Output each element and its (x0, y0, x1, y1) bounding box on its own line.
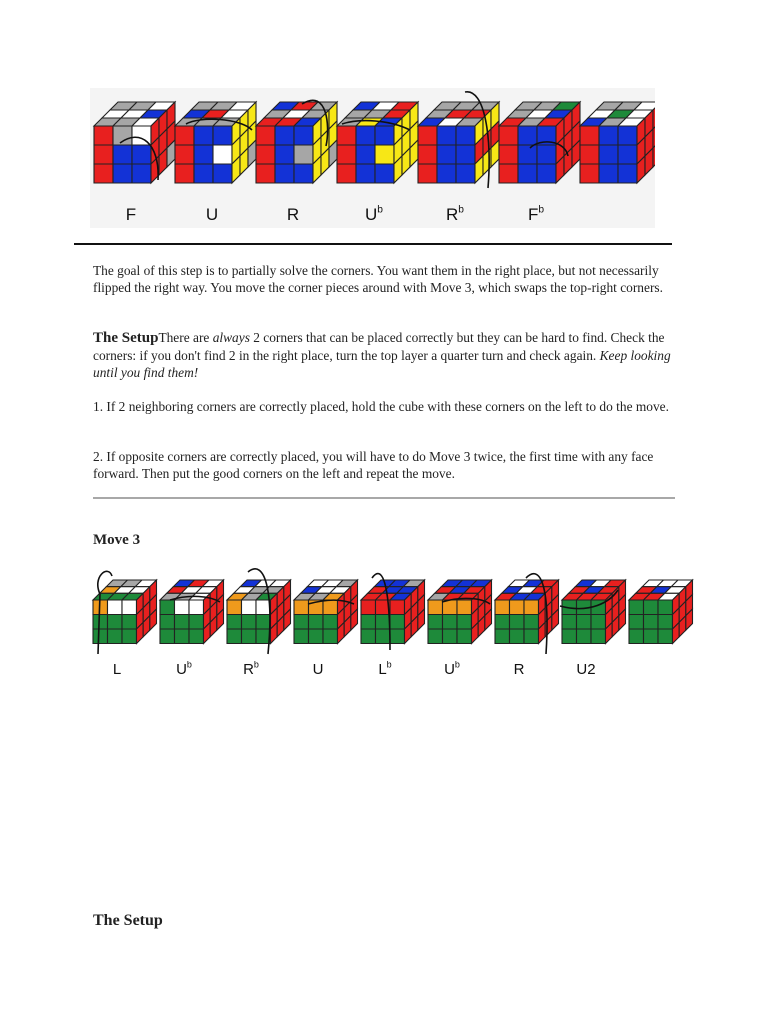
cube-sticker (160, 600, 175, 615)
cube-top-2 (175, 102, 256, 183)
cube-sticker (443, 629, 458, 644)
cube-sticker (189, 600, 204, 615)
cube-sticker (337, 164, 356, 183)
cube-top-5 (418, 102, 499, 183)
cube-sticker (618, 145, 637, 164)
cube-sticker (194, 164, 213, 183)
cube-sticker (644, 615, 659, 630)
move3-title: Move 3 (93, 532, 141, 548)
cube-m3-4 (294, 580, 358, 644)
cube-sticker (194, 126, 213, 145)
cube-sticker (256, 615, 271, 630)
cube-sticker (113, 164, 132, 183)
move-label: R (286, 205, 300, 224)
cube-sticker (658, 615, 673, 630)
cube-sticker (376, 629, 391, 644)
cube-m3-5 (361, 580, 425, 644)
divider-top (74, 243, 672, 245)
cube-sticker (122, 600, 137, 615)
cube-sticker (108, 615, 123, 630)
cube-sticker (323, 615, 338, 630)
setup-text-b: 2 corners that can be placed correctly but they can be hard to find. Check the corners: if you don't find 2 in the right place, turn the top layer a quarter turn and check again. (93, 330, 665, 363)
cube-sticker (227, 629, 242, 644)
cube-sticker (175, 615, 190, 630)
cube-sticker (93, 629, 108, 644)
cube-sticker (658, 629, 673, 644)
cube-sticker (294, 145, 313, 164)
cube-sticker (537, 164, 556, 183)
cube-sticker (227, 600, 242, 615)
cube-sticker (618, 126, 637, 145)
move-label: $U^b$ (176, 659, 192, 678)
move-label: $F^b$ (527, 204, 545, 224)
cube-sticker (437, 145, 456, 164)
setup-text-a: There are (158, 330, 213, 345)
cube-sticker (375, 164, 394, 183)
move-label: R (513, 661, 525, 678)
cube-sticker (323, 629, 338, 644)
cube-sticker (376, 615, 391, 630)
cube-sticker (294, 600, 309, 615)
note-opposite-corners: 2. If opposite corners are correctly placed, you will have to do Move 3 twice, the first time with any face forward. Then put the good corners on the left and repeat the move. (93, 449, 654, 481)
cube-sticker (644, 629, 659, 644)
cube-sticker (510, 629, 525, 644)
cube-sticker (160, 615, 175, 630)
cube-sticker (629, 629, 644, 644)
cube-sticker (510, 600, 525, 615)
cube-sticker (132, 164, 151, 183)
move-label: U (312, 661, 324, 678)
cube-sticker (227, 615, 242, 630)
cube-sticker (122, 629, 137, 644)
cube-sticker (524, 615, 539, 630)
cube-sticker (309, 615, 324, 630)
cube-sticker (618, 164, 637, 183)
cube-sticker (591, 629, 606, 644)
move3-sequence-diagram (90, 562, 695, 682)
cube-top-1 (94, 102, 175, 183)
cube-sticker (577, 615, 592, 630)
cube-sticker (456, 164, 475, 183)
cube-sticker (356, 145, 375, 164)
cube-sticker (323, 600, 338, 615)
cube-sticker (580, 145, 599, 164)
cube-sticker (599, 126, 618, 145)
cube-sticker (256, 164, 275, 183)
cube-sticker (113, 145, 132, 164)
cube-sticker (294, 126, 313, 145)
cube-m3-3 (227, 580, 291, 644)
cube-sticker (629, 615, 644, 630)
cube-sticker (518, 164, 537, 183)
cube-sticker (175, 629, 190, 644)
cube-sticker (122, 615, 137, 630)
cube-sticker (495, 615, 510, 630)
cube-sticker (499, 126, 518, 145)
cube-sticker (524, 600, 539, 615)
cube-m3-9 (629, 580, 693, 644)
cube-sticker (256, 126, 275, 145)
cube-sticker (175, 600, 190, 615)
cube-sticker (375, 126, 394, 145)
cube-sticker (499, 164, 518, 183)
cube-sticker (644, 600, 659, 615)
cube-sticker (175, 164, 194, 183)
cube-sticker (499, 145, 518, 164)
cube-m3-8 (562, 580, 626, 644)
cube-sticker (356, 126, 375, 145)
cube-sticker (437, 164, 456, 183)
cube-sticker (580, 164, 599, 183)
cube-sticker (580, 126, 599, 145)
cube-sticker (562, 615, 577, 630)
setup-text-keep-looking: Keep looking until you find them! (93, 348, 671, 380)
cube-sticker (457, 615, 472, 630)
move-label: $R^b$ (446, 204, 464, 224)
cube-sticker (242, 629, 257, 644)
cube-sticker (337, 145, 356, 164)
cube-sticker (189, 629, 204, 644)
cube-sticker (213, 145, 232, 164)
cube-sticker (428, 629, 443, 644)
cube-sticker (562, 629, 577, 644)
cube-sticker (418, 145, 437, 164)
cube-sticker (390, 615, 405, 630)
move-label: $U^b$ (365, 204, 383, 224)
move-label: U (205, 205, 219, 224)
cube-sticker (94, 164, 113, 183)
cube-sticker (294, 629, 309, 644)
cube-sticker (275, 164, 294, 183)
cube-sticker (337, 126, 356, 145)
cube-sticker (213, 164, 232, 183)
cube-sticker (132, 145, 151, 164)
cube-sticker (93, 615, 108, 630)
intro-paragraph: The goal of this step is to partially solve the corners. You want them in the right place, but not necessarily flipped the right way. You move the corner pieces around with Move 3, which swaps the top-right corners. (93, 263, 663, 295)
cube-m3-7 (495, 580, 559, 644)
setup-inline-heading: The Setup (93, 330, 159, 346)
cube-sticker (418, 164, 437, 183)
cube-sticker (390, 629, 405, 644)
cube-sticker (456, 126, 475, 145)
cube-sticker (443, 600, 458, 615)
cube-sticker (175, 145, 194, 164)
cube-sticker (457, 629, 472, 644)
move-label: $R^b$ (243, 659, 259, 678)
setup-text-always: always (212, 330, 250, 345)
setup-heading-bottom: The Setup (93, 912, 163, 929)
move-sequence-top-diagram (90, 88, 655, 228)
cube-sticker (599, 145, 618, 164)
cube-sticker (189, 615, 204, 630)
cube-m3-2 (160, 580, 224, 644)
cube-sticker (356, 164, 375, 183)
cube-top-3 (256, 102, 337, 183)
cube-sticker (629, 600, 644, 615)
move-label: $L^b$ (378, 659, 392, 678)
cube-sticker (160, 629, 175, 644)
cube-sticker (456, 145, 475, 164)
cube-sticker (495, 600, 510, 615)
cube-sticker (510, 615, 525, 630)
cube-sticker (194, 145, 213, 164)
cube-sticker (443, 615, 458, 630)
cube-sticker (428, 615, 443, 630)
cube-sticker (518, 126, 537, 145)
cube-m3-6 (428, 580, 492, 644)
move-label: $U^b$ (444, 659, 460, 678)
cube-sticker (294, 164, 313, 183)
cube-sticker (428, 600, 443, 615)
cube-m3-1 (93, 580, 157, 644)
cube-sticker (591, 615, 606, 630)
cube-sticker (658, 600, 673, 615)
cube-top-7 (580, 102, 655, 183)
cube-sticker (175, 126, 194, 145)
divider-gray (93, 497, 675, 499)
cube-sticker (294, 615, 309, 630)
cube-sticker (361, 600, 376, 615)
cube-sticker (524, 629, 539, 644)
cube-sticker (108, 629, 123, 644)
cube-sticker (309, 629, 324, 644)
cube-sticker (361, 629, 376, 644)
note-neighboring-corners: 1. If 2 neighboring corners are correctly placed, hold the cube with these corners on the left to do the move. (93, 399, 669, 414)
cube-sticker (94, 126, 113, 145)
cube-sticker (375, 145, 394, 164)
cube-sticker (213, 126, 232, 145)
cube-sticker (275, 126, 294, 145)
cube-sticker (256, 600, 271, 615)
cube-sticker (94, 145, 113, 164)
cube-sticker (242, 600, 257, 615)
cube-sticker (437, 126, 456, 145)
cube-sticker (599, 164, 618, 183)
cube-sticker (256, 145, 275, 164)
cube-top-4 (337, 102, 418, 183)
cube-sticker (108, 600, 123, 615)
cube-sticker (418, 126, 437, 145)
cube-sticker (495, 629, 510, 644)
cube-sticker (518, 145, 537, 164)
cube-sticker (242, 615, 257, 630)
cube-sticker (361, 615, 376, 630)
cube-sticker (537, 145, 556, 164)
cube-sticker (275, 145, 294, 164)
setup-paragraph (93, 329, 683, 381)
cube-sticker (457, 600, 472, 615)
move-label: F (125, 205, 137, 224)
move-label: L (112, 661, 122, 678)
cube-sticker (390, 600, 405, 615)
move-label: U2 (576, 661, 596, 678)
cube-sticker (577, 629, 592, 644)
